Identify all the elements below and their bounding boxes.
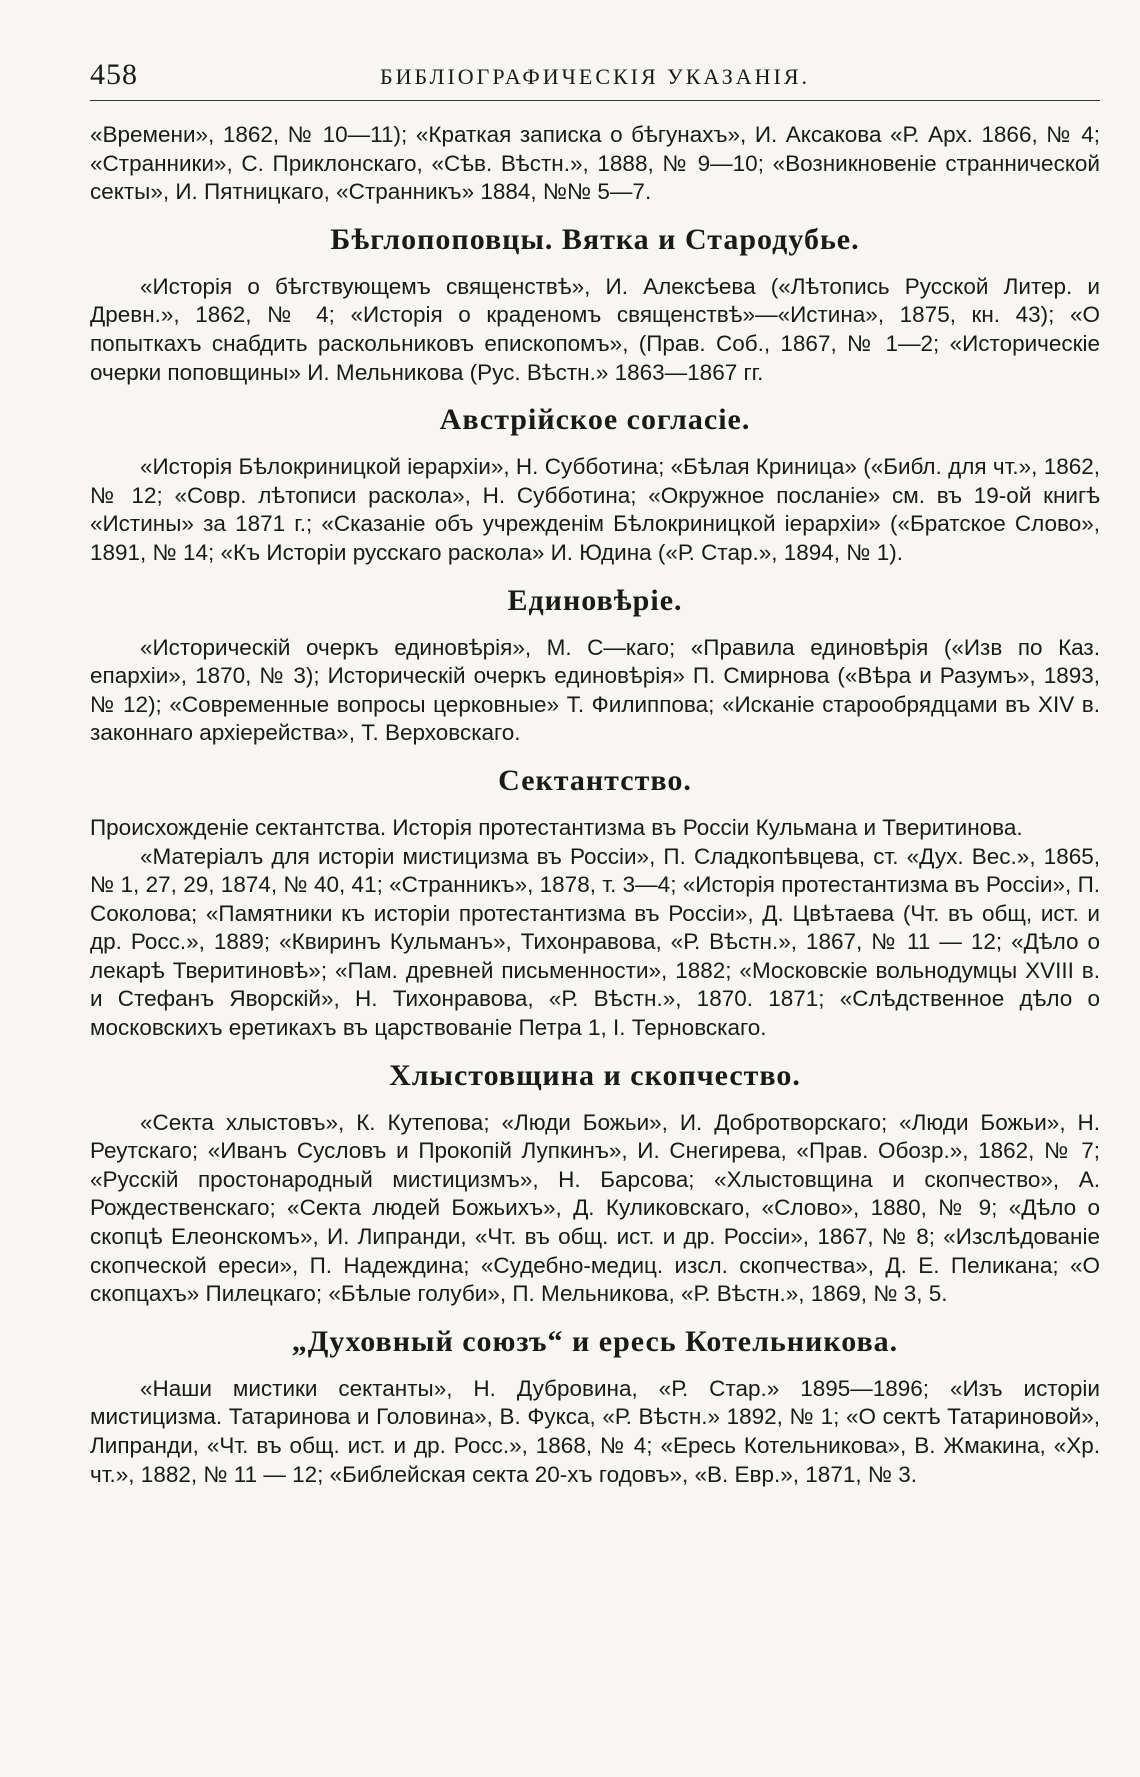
section-title: Единовѣріе. <box>507 583 683 617</box>
section-title: Бѣглопоповцы. Вятка и Стародубье. <box>330 222 860 256</box>
section-title: „Духовный союзъ“ и ересь Котельникова. <box>291 1324 899 1358</box>
section-beglopopovtsy <box>90 221 1100 387</box>
page-number: 458 <box>90 58 138 91</box>
section-edinoverie <box>90 582 1100 748</box>
paragraph: «Историческій очеркъ единовѣрія», М. С—каго; «Правила единовѣрія («Изв по Каз. епархіи», 1870, № 3); Историческій очеркъ единовѣрія» П. Смирнова («Вѣра и Разумъ», 1893, № 12); «Современные вопросы церковные» Т. Филиппова; «Исканіе старообрядцами въ XIV в. законнаго архіерейства», Т. Верховскаго. <box>90 634 1100 746</box>
section-sectarianism <box>90 762 1100 1043</box>
section-austrian-concord <box>90 401 1100 567</box>
intro-section <box>90 121 1100 207</box>
book-page <box>90 52 1100 1489</box>
intro-paragraph: «Времени», 1862, № 10—11); «Краткая записка о бѣгунахъ», И. Аксакова «Р. Арх. 1866, № 4; «Странники», С. Приклонскаго, «Сѣв. Вѣстн.», 1888, № 9—10; «Возникновеніе страннической секты», И. Пятницкаго, «Странникъ» 1884, №№ 5—7. <box>90 122 1100 205</box>
section-title: Сектантство. <box>498 763 692 797</box>
paragraph: «Секта хлыстовъ», К. Кутепова; «Люди Божьи», И. Добротворскаго; «Люди Божьи», Н. Реутскаго; «Иванъ Сусловъ и Прокопій Лупкинъ», И. Снегирева, «Прав. Обозр.», 1862, № 7; «Русскій простонародный мистицизмъ», Н. Барсова; «Хлыстовщина и скопчество», А. Рождественскаго; «Секта людей Божьихъ», Д. Куликовскаго, «Слово», 1880, № 9; «Дѣло о скопцѣ Елеонскомъ», И. Липранди, «Чт. въ общ. ист. и др. Россіи», 1867, № 8; «Изслѣдованіе скопческой ереси», П. Надеждина; «Судебно-медиц. изсл. скопчества», Д. Е. Пеликана; «О скопцахъ» Пилецкаго; «Бѣлые голуби», П. Мельникова, «Р. Вѣстн.», 1869, № 3, 5. <box>90 1109 1100 1307</box>
section-spiritual-union <box>90 1323 1100 1489</box>
paragraph: «Матеріалъ для исторіи мистицизма въ Россіи», П. Сладкопѣвцева, ст. «Дух. Вес.», 1865, № 1, 27, 29, 1874, № 40, 41; «Странникъ», 1878, т. 3—4; «Исторія протестантизма въ Россіи», П. Соколова; «Памятники къ исторіи протестантизма въ Россіи», Д. Цвѣтаева (Чт. въ общ, ист. и др. Росс.», 1889; «Квиринъ Кульманъ», Тихонравова, «Р. Вѣстн.», 1867, № 11 — 12; «Дѣло о лекарѣ Тверитиновѣ»; «Пам. древней письменности», 1882; «Московскіе вольнодумцы XVIII в. и Стефанъ Яворскій», Н. Тихонравова, «Р. Вѣстн.», 1870. 1871; «Слѣдственное дѣло о московскихъ еретикахъ въ царствованіе Петра 1, І. Терновскаго. <box>90 843 1100 1041</box>
section-khlysty-skoptsy <box>90 1057 1100 1309</box>
paragraph: «Исторія Бѣлокриницкой іерархіи», Н. Субботина; «Бѣлая Криница» («Библ. для чт.», 1862, № 12; «Совр. лѣтописи раскола», Н. Субботина; «Окружное посланіе» см. въ 19-ой книгѣ «Истины» за 1871 г.; «Сказаніе объ учрежденім Бѣлокриницкой іерархіи» («Братское Слово», 1891, № 14; «Къ Исторіи русскаго раскола» И. Юдина («Р. Стар.», 1894, № 1). <box>90 454 1100 565</box>
paragraph: Происхожденіе сектантства. Исторія протестантизма въ Россіи Кульмана и Тверитинова. <box>90 814 1023 840</box>
running-title: БИБЛІОГРАФИЧЕСКІЯ УКАЗАНІЯ. <box>379 64 811 89</box>
running-head <box>90 52 1100 101</box>
paragraph: «Наши мистики сектанты», Н. Дубровина, «Р. Стар.» 1895—1896; «Изъ исторіи мистицизма. Татаринова и Головина», В. Фукса, «Р. Вѣстн.» 1892, № 1; «О сектѣ Татариновой», Липранди, «Чт. въ общ. ист. и др. Росс.», 1868, № 4; «Ересь Котельникова», В. Жмакина, «Хр. чт.», 1882, № 11 — 12; «Библейская секта 20-хъ годовъ», «В. Евр.», 1871, № 3. <box>90 1375 1100 1487</box>
section-title: Хлыстовщина и скопчество. <box>389 1058 801 1092</box>
section-title: Австрійское согласіе. <box>439 403 751 437</box>
paragraph: «Исторія о бѣгствующемъ священствѣ», И. Алексѣева («Лѣтопись Русской Литер. и Древн.», 1862, № 4; «Исторія о краденомъ священствѣ»—«Истина», 1875, кн. 43); «О попыткахъ снабдить раскольниковъ епископомъ», (Прав. Соб., 1867, № 1—2; «Историческіе очерки поповщины» И. Мельникова (Рус. Вѣстн.» 1863—1867 гг. <box>90 273 1100 385</box>
